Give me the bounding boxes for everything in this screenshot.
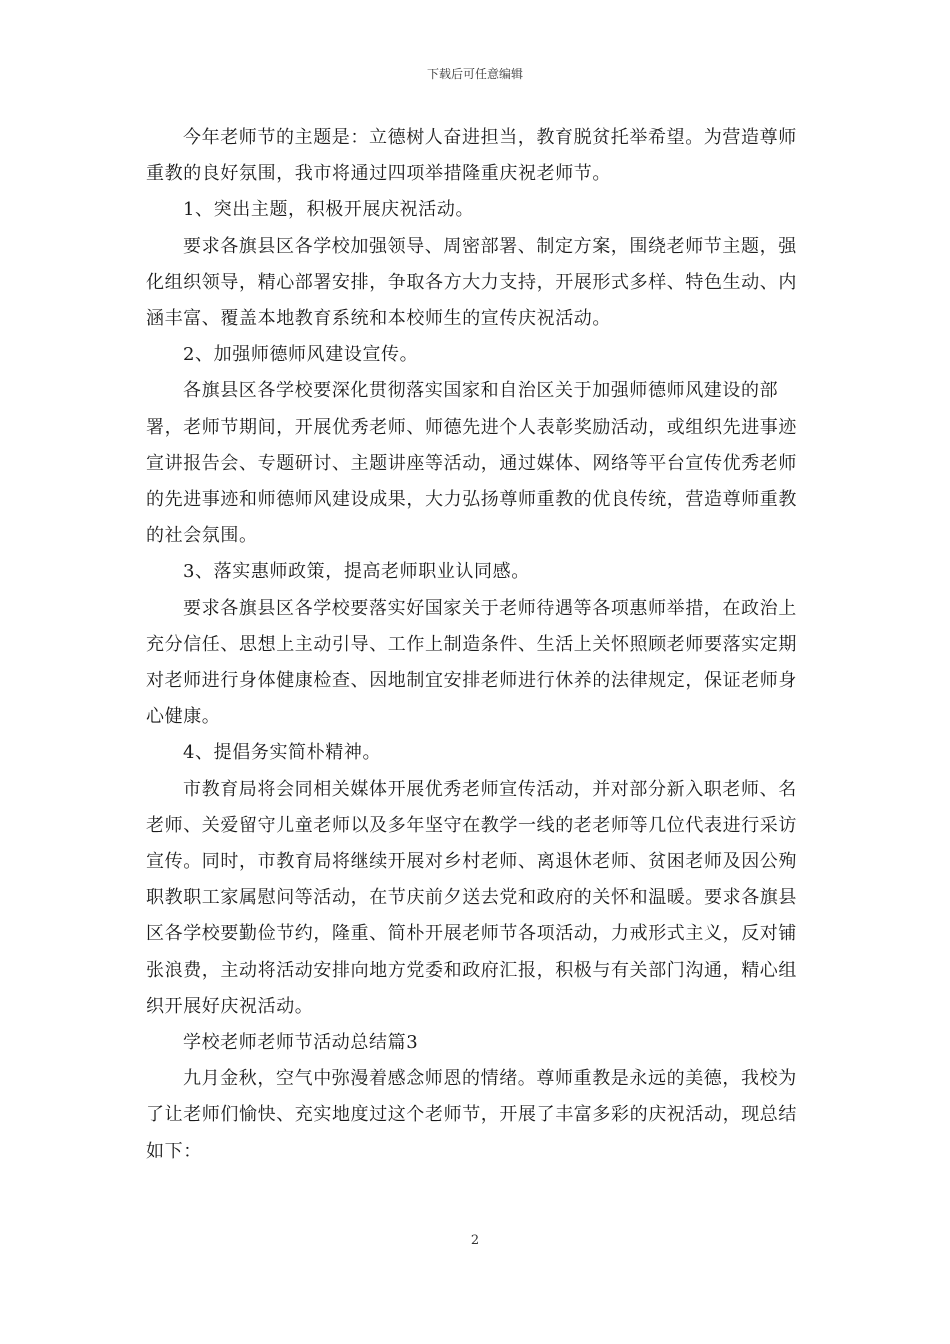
paragraph: 要求各旗县区各学校加强领导、周密部署、制定方案，围绕老师节主题，强化组织领导，精心部署安排，争取各方大力支持，开展形式多样、特色生动、内涵丰富、覆盖本地教育系统和本校师生的宣传庆祝活动。 [146,235,797,330]
section-heading: 1、突出主题，积极开展庆祝活动。 [183,199,475,221]
paragraph: 各旗县区各学校要深化贯彻落实国家和自治区关于加强师德师风建设的部署，老师节期间，开展优秀老师、师德先进个人表彰奖励活动，或组织先进事迹宣讲报告会、专题研讨、主题讲座等活动，通过媒体、网络等平台宣传优秀老师的先进事迹和师德师风建设成果，大力弘扬尊师重教的优良传统，营造尊师重教的社会氛围。 [146,380,797,547]
paragraph: 市教育局将会同相关媒体开展优秀老师宣传活动，并对部分新入职老师、名老师、关爱留守儿童老师以及多年坚守在教学一线的老老师等几位代表进行采访宣传。同时，市教育局将继续开展对乡村老师、离退休老师、贫困老师及因公殉职教职工家属慰问等活动，在节庆前夕送去党和政府的关怀和温暖。要求各旗县区各学校要勤俭节约，隆重、简朴开展老师节各项活动，力戒形式主义，反对铺张浪费，主动将活动安排向地方党委和政府汇报，积极与有关部门沟通，精心组织开展好庆祝活动。 [146,778,797,1017]
paragraph: 今年老师节的主题是：立德树人奋进担当，教育脱贫托举希望。为营造尊师重教的良好氛围，我市将通过四项举措隆重庆祝老师节。 [146,127,797,185]
article-title: 学校老师老师节活动总结篇3 [183,1032,419,1054]
section-heading: 4、提倡务实简朴精神。 [183,742,382,764]
page-number: 2 [470,1233,480,1248]
section-heading: 3、落实惠师政策，提高老师职业认同感。 [183,561,530,583]
paragraph: 要求各旗县区各学校要落实好国家关于老师待遇等各项惠师举措，在政治上充分信任、思想上主动引导、工作上制造条件、生活上关怀照顾老师要落实定期对老师进行身体健康检查、因地制宜安排老师进行休养的法律规定，保证老师身心健康。 [146,597,797,728]
section-heading: 2、加强师德师风建设宣传。 [183,344,419,366]
paragraph: 九月金秋，空气中弥漫着感念师恩的情绪。尊师重教是永远的美德，我校为了让老师们愉快、充实地度过这个老师节，开展了丰富多彩的庆祝活动，现总结如下： [146,1068,797,1162]
page-header: 下载后可任意编辑 [426,67,523,81]
body-text [146,120,806,1170]
